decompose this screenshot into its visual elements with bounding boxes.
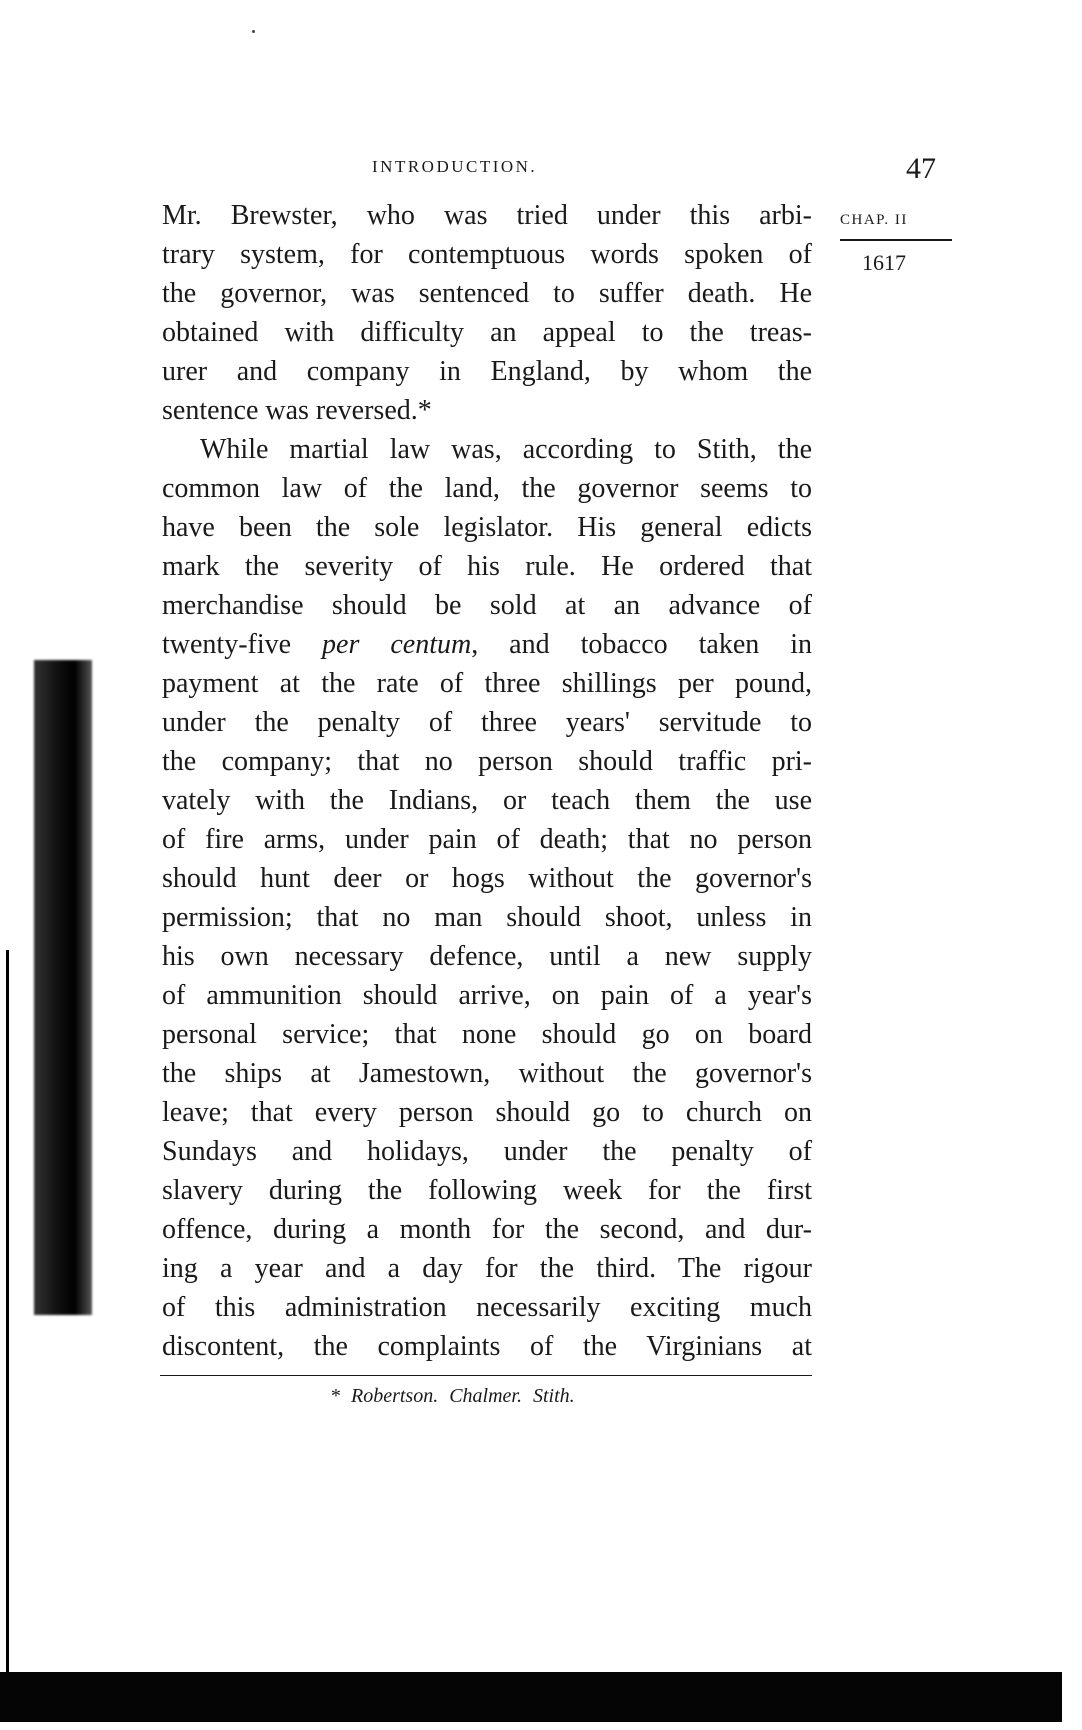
- text-line: the ships at Jamestown, without the governor's: [162, 1058, 812, 1089]
- scan-bottom-edge: [0, 1672, 1062, 1722]
- text-line: obtained with difficulty an appeal to the treas-: [162, 317, 812, 348]
- text-line: vately with the Indians, or teach them the use: [162, 785, 812, 816]
- text-line: ing a year and a day for the third. The rigour: [162, 1253, 812, 1284]
- text-line: trary system, for contemptuous words spoken of: [162, 239, 812, 270]
- text-line: common law of the land, the governor seems to: [162, 473, 812, 504]
- text-line-with-italic: [162, 625, 812, 664]
- text-line: offence, during a month for the second, and dur-: [162, 1214, 812, 1245]
- text-line: have been the sole legislator. His general edicts: [162, 512, 812, 543]
- scan-speck: [252, 30, 255, 33]
- text-line: personal service; that none should go on board: [162, 1019, 812, 1050]
- text-line: Sundays and holidays, under the penalty of: [162, 1136, 812, 1167]
- text-line: urer and company in England, by whom the: [162, 356, 812, 387]
- text-line: his own necessary defence, until a new supply: [162, 941, 812, 972]
- text-line: should hunt deer or hogs without the governor's: [162, 863, 812, 894]
- margin-chapter-note: CHAP. II: [840, 212, 952, 241]
- body-text: [162, 196, 812, 1366]
- text-line: discontent, the complaints of the Virginians at: [162, 1331, 812, 1362]
- page-number: 47: [906, 152, 936, 185]
- binding-shadow: [34, 660, 92, 1315]
- text-line: the company; that no person should traffic pri-: [162, 746, 812, 777]
- text-line: of ammunition should arrive, on pain of a year's: [162, 980, 812, 1011]
- text-line: slavery during the following week for the first: [162, 1175, 812, 1206]
- text-line: payment at the rate of three shillings per pound,: [162, 668, 812, 699]
- text-line: the governor, was sentenced to suffer death. He: [162, 278, 812, 309]
- running-head: INTRODUCTION.: [372, 157, 538, 176]
- text-line: of this administration necessarily exciting much: [162, 1292, 812, 1323]
- paragraph-1: [162, 196, 812, 430]
- text-line: sentence was reversed.*: [162, 395, 432, 426]
- text-line: permission; that no man should shoot, unless in: [162, 902, 812, 933]
- text-segment: , and tobacco taken in: [471, 629, 813, 660]
- text-line: of fire arms, under pain of death; that no person: [162, 824, 812, 855]
- text-line: under the penalty of three years' servitude to: [162, 707, 812, 738]
- margin-year-note: 1617: [862, 250, 906, 275]
- text-segment: twenty-five: [162, 629, 323, 660]
- paragraph-2: [162, 430, 812, 1366]
- text-line: merchandise should be sold at an advance of: [162, 590, 812, 621]
- footnote: * Robertson. Chalmer. Stith.: [330, 1385, 575, 1407]
- italic-phrase-per-centum: per centum: [322, 629, 472, 660]
- text-line: mark the severity of his rule. He ordered that: [162, 551, 812, 582]
- footnote-divider: [160, 1375, 812, 1376]
- text-line: While martial law was, according to Stith, the: [200, 434, 812, 465]
- text-line: Mr. Brewster, who was tried under this arbi-: [162, 200, 812, 231]
- scan-left-edge: [6, 950, 9, 1690]
- text-line: leave; that every person should go to church on: [162, 1097, 812, 1128]
